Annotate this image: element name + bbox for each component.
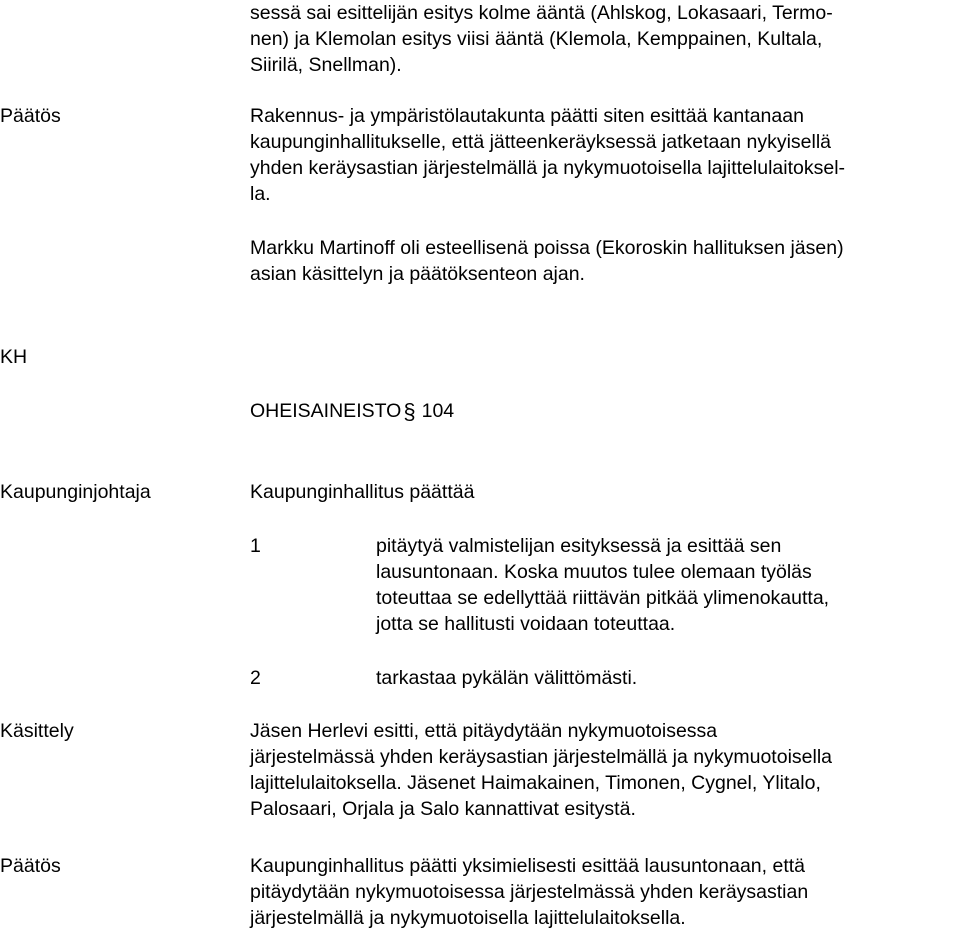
paatos-line: yhden keräysastian järjestelmällä ja nykymuotoisella lajittelulaitoksel- (250, 157, 846, 179)
kasittely-line: järjestelmässä yhden keräysastian järjestelmällä ja nykymuotoisella (250, 746, 833, 768)
proposal-item-line: jotta se hallitusti voidaan toteuttaa. (376, 613, 676, 635)
section-sign-icon: § (403, 399, 416, 424)
paatos-line: la. (250, 183, 271, 205)
proposal-item-number: 1 (250, 535, 261, 557)
paatos-line: Rakennus- ja ympäristölautakunta päätti siten esittää kantanaan (250, 105, 804, 127)
kasittely-line: Palosaari, Orjala ja Salo kannattivat esitystä. (250, 798, 636, 820)
paatos-line: pitäydytään nykymuotoisessa järjestelmässä yhden keräysastian (250, 881, 809, 903)
proposal-label: Kaupunginjohtaja (0, 481, 151, 503)
intro-line: sessä sai esittelijän esitys kolme ääntä (Ahlskog, Lokasaari, Termo- (250, 2, 833, 24)
paatos-line: järjestelmällä ja nykymuotoisella lajittelulaitoksella. (250, 907, 686, 929)
attachment-reference (250, 398, 454, 424)
proposal-item-number: 2 (250, 667, 261, 689)
paatos-line: kaupunginhallitukselle, että jätteenkeräyksessä jatketaan nykyisellä (250, 131, 832, 153)
note-line: asian käsittelyn ja päätöksenteon ajan. (250, 263, 585, 285)
intro-line: nen) ja Klemolan esitys viisi ääntä (Klemola, Kemppainen, Kultala, (250, 28, 823, 50)
kasittely-label: Käsittely (0, 720, 74, 742)
proposal-item-line: lausuntonaan. Koska muutos tulee olemaan työläs (376, 561, 812, 583)
proposal-item-line: tarkastaa pykälän välittömästi. (376, 667, 638, 689)
kh-heading: KH (0, 346, 28, 368)
proposal-heading: Kaupunginhallitus päättää (250, 481, 475, 503)
paatos-label: Päätös (0, 855, 61, 877)
intro-line: Siirilä, Snellman). (250, 54, 402, 76)
kasittely-line: Jäsen Herlevi esitti, että pitäydytään nykymuotoisessa (250, 720, 718, 742)
kasittely-line: lajittelulaitoksella. Jäsenet Haimakainen, Timonen, Cygnel, Ylitalo, (250, 772, 821, 794)
paatos-label: Päätös (0, 105, 61, 127)
attachment-number: 104 (421, 400, 455, 422)
proposal-item-line: pitäytyä valmistelijan esityksessä ja esittää sen (376, 535, 782, 557)
paatos-line: Kaupunginhallitus päätti yksimielisesti esittää lausuntonaan, että (250, 855, 806, 877)
proposal-item-line: toteuttaa se edellyttää riittävän pitkää ylimenokautta, (376, 587, 830, 609)
attachment-title: OHEISAINEISTO (250, 400, 402, 422)
note-line: Markku Martinoff oli esteellisenä poissa (Ekoroskin hallituksen jäsen) (250, 237, 844, 259)
